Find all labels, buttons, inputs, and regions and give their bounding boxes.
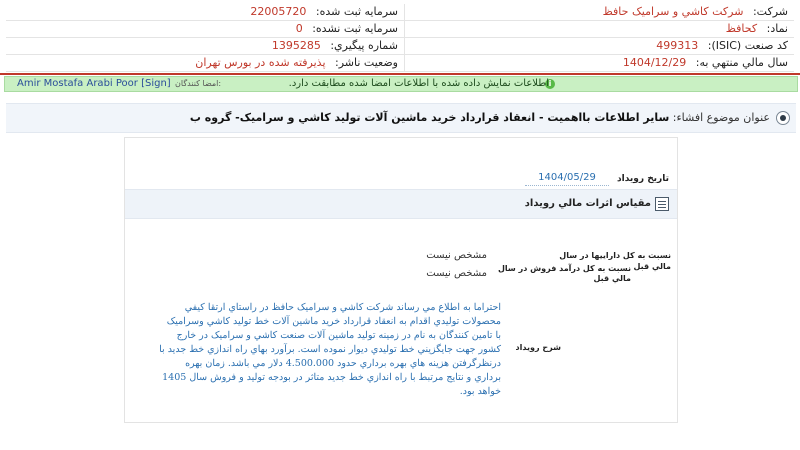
fiscal-year-value: 1404/12/29 [622,56,687,69]
disclosure-subject-bar [6,103,796,133]
financial-impact-title: مقياس اثرات مالي رويداد [524,198,651,209]
fiscal-year-label: سال مالي منتهي به: [695,56,788,69]
disclosure-subject [190,104,770,132]
unregistered-capital-value: 0 [295,22,303,35]
registered-capital-row [6,4,405,21]
company-name[interactable]: شرکت کاشي و سراميک حافظ [602,5,744,18]
company-label: شرکت: [752,5,788,18]
document-edit-icon [655,197,669,211]
event-date-label: تاريخ رويداد [617,174,669,184]
publisher-status-value: پذيرفته شده در بورس تهران [195,56,326,69]
tracking-row [6,38,405,55]
isic-label: کد صنعت (ISIC): [707,39,788,52]
revenue-ratio-label: نسبت به کل درآمد فروش در سال مالي قبل [497,264,631,283]
signer-name[interactable]: Amir Mostafa Arabi Poor [Sign] [17,78,171,89]
signers-label: امضا کنندگان: [175,79,222,88]
company-row [398,4,794,21]
assets-ratio-value: مشخص نيست [426,250,487,261]
verification-message: اطلاعات نمايش داده شده با اطلاعات امضا شده مطابقت دارد. [288,78,549,89]
assets-ratio-label: نسبت به کل داراييها در سال مالي قبل [559,251,671,271]
registered-capital-value: 22005720 [250,5,307,18]
description-text: احتراما به اطلاع مي رساند شرکت کاشي و سراميک حافظ در راستاي ارتقا کيفي محصولات توليدي اقدام به انعقاد قرارداد خريد ماشين آلات خط توليد کاشي وسراميک با تامين کنندگان به نام در زمينه توليد ماشين آلات صنعت کاشي و سراميک در خارج کشور جهت جايگزيني خط توليدي ديوار نموده است. برآورد بهاي راه اندازي خط جديد با درنظرگرفتن هزينه هاي بهره برداري حدود 4.500.000 دلار مي باشد. زمان بهره برداري و نتايج مرتبط با راه اندازي خط جديد متاثر در بودجه توليد و فروش سال 1405 خواهد بود. [159,302,501,397]
financial-impact-header [125,189,677,219]
fiscal-year-row [398,55,794,72]
revenue-ratio-value: مشخص نيست [426,268,487,279]
tracking-value: 1395285 [271,39,321,52]
event-date-value: 1404/05/29 [525,172,609,186]
company-info-table [6,4,794,71]
symbol-row [398,21,794,38]
registered-capital-label: سرمايه ثبت شده: [315,5,398,18]
header-divider [0,73,800,75]
isic-row [398,38,794,55]
symbol-label: نماد: [766,22,788,35]
publisher-status-row [6,55,405,72]
symbol-value[interactable]: کحافظ [725,22,758,35]
unregistered-capital-label: سرمايه ثبت نشده: [312,22,398,35]
radio-icon [776,111,790,125]
subject-value: ساير اطلاعات بااهميت - انعقاد قرارداد خريد ماشين آلات توليد کاشي و سراميک- گروه ب [189,111,670,124]
isic-value: 499313 [656,39,699,52]
event-panel [124,137,678,423]
tracking-label: شماره پيگيري: [330,39,398,52]
unregistered-capital-row [6,21,405,38]
publisher-status-label: وضعيت ناشر: [335,56,398,69]
verification-alert [4,76,798,92]
info-icon: i [545,79,555,89]
subject-label: عنوان موضوع افشاء: [672,111,770,124]
description-label: شرح رويداد [515,343,561,352]
